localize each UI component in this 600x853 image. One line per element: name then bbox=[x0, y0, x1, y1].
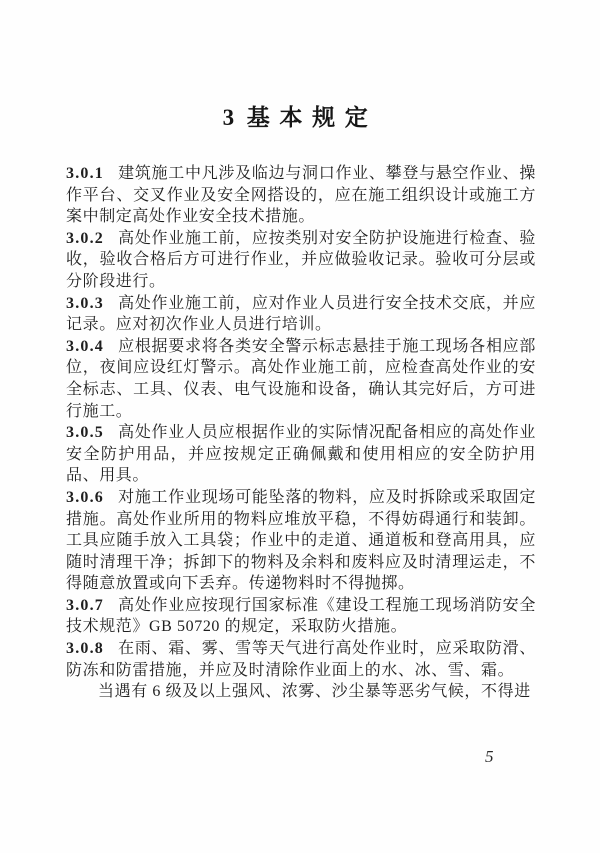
clause-number: 3.0.3 bbox=[66, 294, 104, 312]
clause-text: 在雨、霜、雾、雪等天气进行高处作业时，应采取防滑、防冻和防雷措施，并应及时清除作业面上的水、冰、雪、霜。 bbox=[66, 640, 536, 679]
chapter-number: 3 bbox=[222, 105, 235, 130]
clause-text: 高处作业人员应根据作业的实际情况配备相应的高处作业安全防护用品，并应按规定正确佩戴和使用相应的安全防护用品、用具。 bbox=[66, 424, 536, 485]
clause-text: 建筑施工中凡涉及临边与洞口作业、攀登与悬空作业、操作平台、交叉作业及安全网搭设的，应在施工组织设计或施工方案中制定高处作业安全技术措施。 bbox=[66, 165, 536, 226]
clause-text: 高处作业施工前，应对作业人员进行安全技术交底，并应记录。应对初次作业人员进行培训。 bbox=[66, 294, 536, 334]
clause-number: 3.0.2 bbox=[66, 229, 104, 247]
clause-number: 3.0.7 bbox=[66, 596, 104, 614]
clause-text: 高处作业应按现行国家标准《建设工程施工现场消防安全技术规范》GB 50720 的规定，采取防火措施。 bbox=[66, 596, 536, 636]
clause-paragraph bbox=[66, 681, 536, 703]
clause-number: 3.0.5 bbox=[66, 424, 104, 442]
clause-paragraph bbox=[66, 336, 536, 422]
clause-list bbox=[66, 163, 536, 703]
clause-paragraph bbox=[66, 422, 536, 487]
clause-paragraph bbox=[66, 595, 536, 638]
clause-text: 对施工作业现场可能坠落的物料，应及时拆除或采取固定措施。高处作业所用的物料应堆放平稳，不得妨碍通行和装卸。工具应随手放入工具袋；作业中的走道、通道板和登高用具，应随时清理干净；拆卸下的物料及余料和废料应及时清理运走，不得随意放置或向下丢弃。传递物料时不得抛掷。 bbox=[66, 488, 536, 593]
clause-number: 3.0.4 bbox=[66, 337, 104, 355]
clause-number: 3.0.1 bbox=[66, 165, 104, 182]
clause-text: 当遇有 6 级及以上强风、浓雾、沙尘暴等恶劣气候，不得进 bbox=[98, 683, 531, 701]
clause-paragraph bbox=[66, 228, 536, 293]
clause-paragraph bbox=[66, 293, 536, 336]
clause-number: 3.0.8 bbox=[66, 640, 104, 658]
page-number: 5 bbox=[485, 747, 494, 766]
clause-text: 应根据要求将各类安全警示标志悬挂于施工现场各相应部位，夜间应设红灯警示。高处作业施工前，应检查高处作业的安全标志、工具、仪表、电气设施和设备，确认其完好后，方可进行施工。 bbox=[66, 337, 536, 420]
clause-number: 3.0.6 bbox=[66, 488, 104, 506]
clause-text: 高处作业施工前，应按类别对安全防护设施进行检查、验收，验收合格后方可进行作业，并应做验收记录。验收可分层或分阶段进行。 bbox=[66, 229, 536, 290]
chapter-heading bbox=[0, 99, 600, 132]
chapter-title: 基本规定 bbox=[246, 105, 378, 130]
clause-paragraph bbox=[66, 163, 536, 228]
clause-paragraph bbox=[66, 487, 536, 595]
clause-paragraph bbox=[66, 638, 536, 681]
